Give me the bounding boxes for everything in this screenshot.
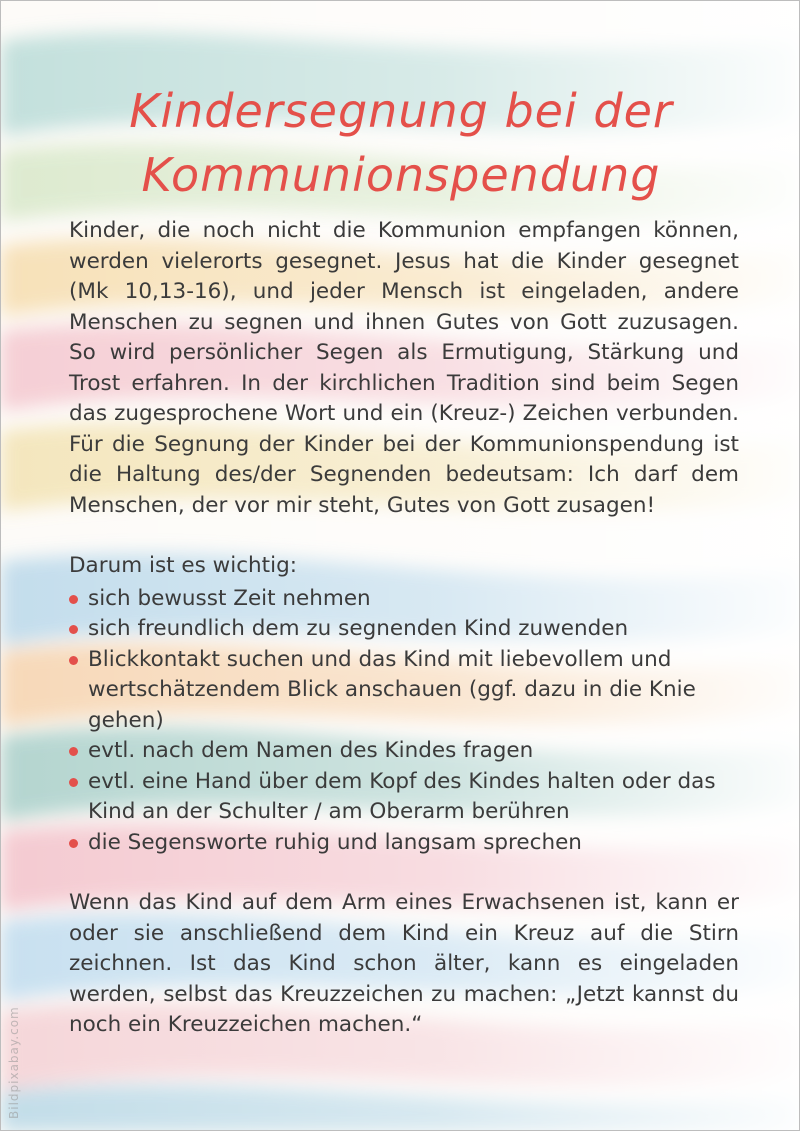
body-text: [69, 216, 739, 1041]
bullet-dot-icon: [69, 839, 78, 848]
bullet-dot-icon: [69, 778, 78, 787]
list-item-text: sich freundlich dem zu segnenden Kind zuwenden: [88, 616, 629, 641]
list-item-text: evtl. nach dem Namen des Kindes fragen: [88, 738, 534, 763]
list-item: [69, 828, 739, 859]
bullet-dot-icon: [69, 656, 78, 665]
paragraph-spacer: [69, 521, 739, 551]
bullet-dot-icon: [69, 625, 78, 634]
list-item-text: die Segensworte ruhig und langsam sprechen: [88, 829, 582, 855]
list-item: [69, 584, 739, 615]
list-item-text: evtl. eine Hand über dem Kopf des Kindes halten oder das Kind an der Schulter / am Oberarm berühren: [88, 768, 716, 824]
list-heading: Darum ist es wichtig:: [69, 553, 297, 578]
closing-paragraph: Wenn das Kind auf dem Arm eines Erwachsenen ist, kann er oder sie anschließend dem Kind ein Kreuz auf die Stirn zeichnen. Ist das Kind schon älter, kann es eingeladen werden, selbst das Kreuzzeichen zu machen: „Jetzt kannst du noch ein Kreuzzeichen machen.“: [69, 890, 739, 1037]
list-item: [69, 736, 739, 767]
list-item-text: sich bewusst Zeit nehmen: [88, 585, 371, 611]
paragraph-spacer: [69, 858, 739, 888]
bullet-dot-icon: [69, 747, 78, 756]
title-line-1: Kindersegnung bei der: [129, 84, 673, 138]
list-item-text: Blickkontakt suchen und das Kind mit liebevollem und wertschätzendem Blick anschauen (ggf. dazu in die Knie gehen): [88, 646, 696, 733]
title-line-2: Kommunionspendung: [141, 148, 661, 202]
bullet-list: [69, 584, 739, 859]
list-item: [69, 767, 739, 828]
page-title: [1, 79, 800, 207]
bullet-dot-icon: [69, 595, 78, 604]
list-item: [69, 614, 739, 645]
intro-paragraph: Kinder, die noch nicht die Kommunion empfangen können, werden vielerorts gesegnet. Jesus hat die Kinder gesegnet (Mk 10,13-16), und jeder Mensch ist eingeladen, andere Menschen zu segnen und ihnen Gutes von Gott zuzusagen. So wird persönlicher Segen als Ermutigung, Stärkung und Trost erfahren. In der kirchlichen Tradition sind beim Segen das zugesprochene Wort und ein (Kreuz-) Zeichen verbunden. Für die Segnung der Kinder bei der Kommunionspendung ist die Haltung des/der Segnenden bedeutsam: Ich darf dem Menschen, der vor mir steht, Gutes von Gott zusagen!: [69, 218, 739, 518]
list-item: [69, 645, 739, 737]
image-credit-watermark: Bildpixabay.com: [7, 1006, 21, 1119]
